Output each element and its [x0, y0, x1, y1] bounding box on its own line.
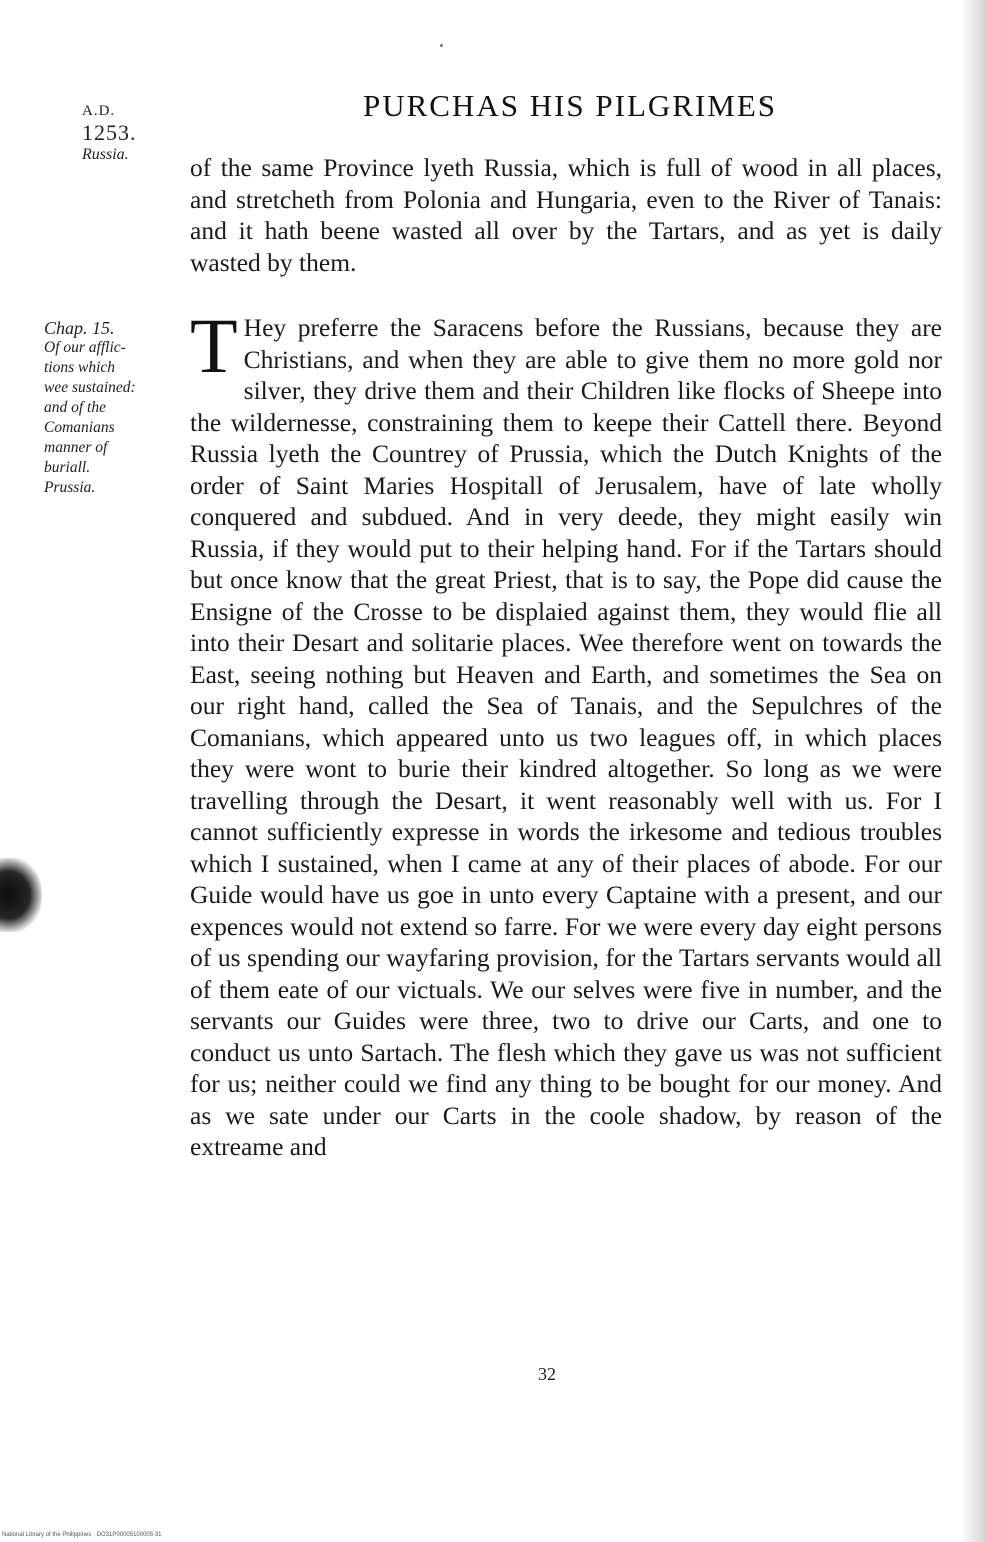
scanner-thumb-shadow	[0, 858, 42, 932]
sidenote-line: Comanians	[44, 419, 115, 436]
margin-year: 1253.	[82, 120, 137, 145]
paragraph-2	[190, 302, 942, 1163]
page-number: 32	[538, 1364, 556, 1384]
scan-speck	[440, 44, 443, 47]
sidenote-line: tions which	[44, 359, 116, 376]
page-edge-shadow	[960, 0, 986, 1542]
margin-date-block	[82, 100, 152, 166]
sidenote-line: Prussia.	[44, 479, 96, 496]
sidenote-line: manner of	[44, 439, 108, 456]
sidenote-line: Of our afflic-	[44, 339, 126, 356]
sidenote-line: buriall.	[44, 459, 91, 476]
paragraph-2-text: Hey preferre the Saracens before the Russians, because they are Christians, and when they are able to give them no more gold nor silver, they drive them and their Children like flocks of Sheepe into the wildernesse, constraining them to keepe their Cattell there. Beyond Russia lyeth the Countrey of Prussia, which the Dutch Knights of the order of Saint Maries Hospitall of Jerusalem, have of late wholly conquered and subdued. And in very deede, they might easily win Russia, if they would put to their helping hand. For if the Tartars should but once know that the great Priest, that is to say, the Pope did cause the Ensigne of the Crosse to be displaied against them, they would flie all into their Desart and solitarie places. Wee therefore went on towards the East, seeing nothing but Heaven and Earth, and sometimes the Sea on our right hand, called the Sea of Tanais, and the Sepulchres of the Comanians, which appeared unto us two leagues off, in which places they were wont to burie their kindred altogether. So long as we were travelling through the Desart, it went reasonably well with us. For I cannot sufficiently expresse in words the irkesome and tedious troubles which I sustained, when I came at any of their places of abode. For our Guide would have us goe in unto every Captaine with a present, and our expences would not extend so farre. For we were every day eight persons of us spending our wayfaring provision, for the Tartars servants would all of them eate of our victuals. We our selves were five in number, and the servants our Guides were three, two to drive our Carts, and one to conduct us unto Sartach. The flesh which they gave us was not sufficient for us; neither could we find any thing to be bought for our money. And as we sate under our Carts in the coole shadow, by reason of the extreame and	[190, 313, 942, 1161]
drop-cap-initial: T	[190, 302, 238, 389]
margin-era: A.D.	[82, 103, 116, 119]
chapter-sidenote	[44, 318, 184, 498]
sidenote-line: wee sustained:	[44, 379, 136, 396]
scan-credit: National Library of the Philippines · DO31P00005100005 31	[2, 1532, 162, 1538]
running-title: PURCHAS HIS PILGRIMES	[362, 88, 778, 123]
sidenote-chapter: Chap. 15.	[44, 318, 115, 338]
margin-place: Russia.	[82, 146, 129, 163]
sidenote-line: and of the	[44, 399, 106, 416]
paragraph-1: of the same Province lyeth Russia, which is full of wood in all places, and stretcheth from Polonia and Hungaria, even to the River of Tanais: and it hath beene wasted all over by the Tartars, and as yet is daily wasted by them.	[190, 153, 942, 277]
